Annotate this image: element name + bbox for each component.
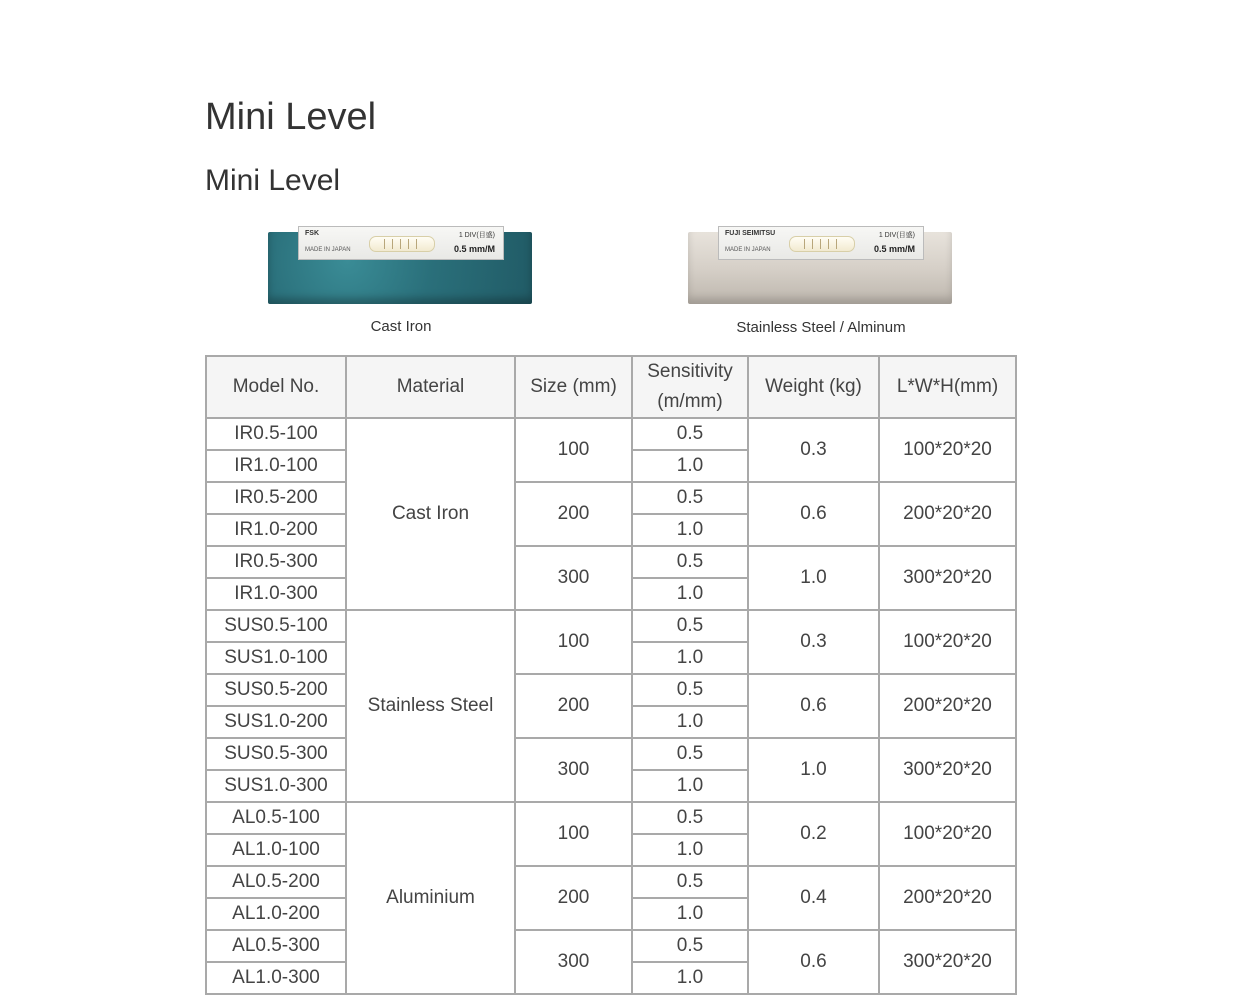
weight-cell: 0.3: [748, 418, 879, 482]
table-row: [206, 610, 1016, 642]
dimensions-cell: 300*20*20: [879, 546, 1016, 610]
sensitivity-cell: 1.0: [632, 514, 748, 546]
size-cell: 100: [515, 610, 632, 674]
weight-cell: 1.0: [748, 546, 879, 610]
model-cell: AL0.5-100: [206, 802, 346, 834]
size-cell: 200: [515, 482, 632, 546]
header-weight: Weight (kg): [748, 356, 879, 418]
header-dimensions: L*W*H(mm): [879, 356, 1016, 418]
sensitivity-cell: 0.5: [632, 482, 748, 514]
plate-brand: FSK: [305, 230, 319, 237]
model-cell: AL0.5-200: [206, 866, 346, 898]
model-cell: SUS0.5-100: [206, 610, 346, 642]
weight-cell: 1.0: [748, 738, 879, 802]
plate-made: MADE IN JAPAN: [305, 247, 351, 253]
table-header-row: [206, 356, 1016, 418]
dimensions-cell: 300*20*20: [879, 930, 1016, 994]
model-cell: SUS1.0-200: [206, 706, 346, 738]
size-cell: 100: [515, 418, 632, 482]
table-row: [206, 546, 1016, 578]
sensitivity-cell: 0.5: [632, 674, 748, 706]
table-row: [206, 738, 1016, 770]
page-title: Mini Level: [205, 96, 377, 138]
plate-brand: FUJI SEIMITSU: [725, 230, 776, 237]
size-cell: 300: [515, 930, 632, 994]
table-row: [206, 930, 1016, 962]
plate-sensitivity: 0.5 mm/M: [873, 244, 915, 254]
model-cell: IR1.0-300: [206, 578, 346, 610]
size-cell: 200: [515, 866, 632, 930]
model-cell: AL0.5-300: [206, 930, 346, 962]
sensitivity-cell: 0.5: [632, 738, 748, 770]
stainless-level-image: [688, 226, 954, 306]
plate-made: MADE IN JAPAN: [725, 247, 771, 253]
size-cell: 200: [515, 674, 632, 738]
dimensions-cell: 100*20*20: [879, 418, 1016, 482]
table-row: [206, 674, 1016, 706]
model-cell: IR0.5-300: [206, 546, 346, 578]
header-model: Model No.: [206, 356, 346, 418]
size-cell: 100: [515, 802, 632, 866]
sensitivity-cell: 0.5: [632, 866, 748, 898]
sensitivity-cell: 0.5: [632, 610, 748, 642]
material-cell: Stainless Steel: [346, 610, 515, 802]
header-material: Material: [346, 356, 515, 418]
weight-cell: 0.6: [748, 482, 879, 546]
sensitivity-cell: 1.0: [632, 834, 748, 866]
model-cell: IR1.0-200: [206, 514, 346, 546]
cast-iron-level-image: [268, 226, 534, 306]
header-sensitivity: Sensitivity (m/mm): [632, 356, 748, 418]
sensitivity-cell: 0.5: [632, 418, 748, 450]
sensitivity-cell: 0.5: [632, 546, 748, 578]
sensitivity-cell: 1.0: [632, 962, 748, 994]
dimensions-cell: 200*20*20: [879, 482, 1016, 546]
header-size: Size (mm): [515, 356, 632, 418]
size-cell: 300: [515, 546, 632, 610]
dimensions-cell: 100*20*20: [879, 802, 1016, 866]
plate-div: 1 DIV(目盛): [878, 232, 915, 239]
model-cell: SUS1.0-300: [206, 770, 346, 802]
weight-cell: 0.6: [748, 930, 879, 994]
plate-div: 1 DIV(目盛): [458, 232, 495, 239]
model-cell: IR0.5-100: [206, 418, 346, 450]
size-cell: 300: [515, 738, 632, 802]
model-cell: AL1.0-100: [206, 834, 346, 866]
model-cell: AL1.0-200: [206, 898, 346, 930]
spec-table: [205, 355, 1017, 995]
sensitivity-cell: 0.5: [632, 802, 748, 834]
model-cell: IR1.0-100: [206, 450, 346, 482]
table-row: [206, 482, 1016, 514]
weight-cell: 0.2: [748, 802, 879, 866]
product-stainless: [688, 226, 954, 336]
model-cell: AL1.0-300: [206, 962, 346, 994]
plate-sensitivity: 0.5 mm/M: [453, 244, 495, 254]
dimensions-cell: 300*20*20: [879, 738, 1016, 802]
dimensions-cell: 100*20*20: [879, 610, 1016, 674]
product-caption: Cast Iron: [370, 318, 432, 335]
model-cell: SUS0.5-200: [206, 674, 346, 706]
weight-cell: 0.3: [748, 610, 879, 674]
sensitivity-cell: 1.0: [632, 578, 748, 610]
model-cell: SUS1.0-100: [206, 642, 346, 674]
dimensions-cell: 200*20*20: [879, 866, 1016, 930]
dimensions-cell: 200*20*20: [879, 674, 1016, 738]
weight-cell: 0.6: [748, 674, 879, 738]
product-cast-iron: [268, 226, 534, 335]
sensitivity-cell: 1.0: [632, 770, 748, 802]
product-caption: Stainless Steel / Alminum: [736, 319, 906, 336]
sensitivity-cell: 0.5: [632, 930, 748, 962]
section-title: Mini Level: [205, 164, 341, 197]
material-cell: Aluminium: [346, 802, 515, 994]
sensitivity-cell: 1.0: [632, 642, 748, 674]
weight-cell: 0.4: [748, 866, 879, 930]
table-row: [206, 418, 1016, 450]
table-row: [206, 866, 1016, 898]
table-row: [206, 802, 1016, 834]
sensitivity-cell: 1.0: [632, 706, 748, 738]
model-cell: SUS0.5-300: [206, 738, 346, 770]
sensitivity-cell: 1.0: [632, 450, 748, 482]
sensitivity-cell: 1.0: [632, 898, 748, 930]
material-cell: Cast Iron: [346, 418, 515, 610]
model-cell: IR0.5-200: [206, 482, 346, 514]
